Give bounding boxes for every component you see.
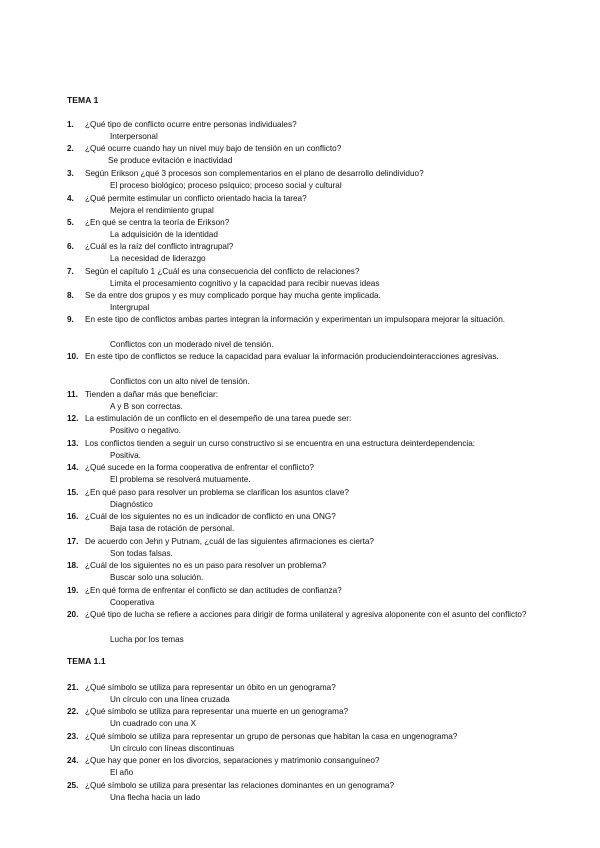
question-text: ¿Cuál de los siguientes no es un indicador de conflicto en una ONG? <box>85 512 336 521</box>
answer-text: Conflictos con un moderado nivel de tensión. <box>110 340 274 349</box>
question-number: 9. <box>67 315 74 324</box>
answer-text: Un círculo con líneas discontinuas <box>110 744 235 753</box>
question-number: 24. <box>67 756 79 765</box>
question-number: 11. <box>67 390 78 399</box>
question-number: 25. <box>67 781 79 790</box>
question-text: ¿Qué sucede en la forma cooperativa de enfrentar el conflicto? <box>85 463 314 472</box>
question-text: De acuerdo con Jehn y Putnam, ¿cuál de las siguientes afirmaciones es cierta? <box>85 537 374 546</box>
question-text: ¿En qué forma de enfrentar el conflicto se dan actitudes de confianza? <box>85 586 342 595</box>
question-number: 6. <box>67 242 74 251</box>
question-number: 20. <box>67 610 79 619</box>
answer-text: Positivo o negativo. <box>110 426 182 435</box>
question-number: 15. <box>67 488 79 497</box>
question-text: En este tipo de conflictos se reduce la capacidad para evaluar la información produciendointeracciones agresivas. <box>85 352 499 361</box>
question-text: La estimulación de un conflicto en el desempeño de una tarea puede ser: <box>85 414 352 423</box>
answer-text: Lucha por los temas <box>110 635 184 644</box>
question-text: Los conflictos tienden a seguir un curso constructivo si se encuentra en una estructura deinterdependencia: <box>85 439 476 448</box>
question-number: 4. <box>67 194 74 203</box>
question-text: Se da entre dos grupos y es muy complicado porque hay mucha gente implicada. <box>85 291 381 300</box>
question-number: 17. <box>67 537 79 546</box>
question-text: ¿Qué permite estimular un conflicto orientado hacia la tarea? <box>85 194 307 203</box>
answer-text: Positiva. <box>110 451 141 460</box>
question-text: ¿Que hay que poner en los divorcios, separaciones y matrimonio consanguíneo? <box>85 756 380 765</box>
question-text: ¿Qué tipo de lucha se refiere a acciones para dirigir de forma unilateral y agresiva aloponente con el asunto del conflicto? <box>85 610 527 619</box>
question-text: ¿Qué símbolo se utiliza para representar un grupo de personas que habitan la casa en ungenograma? <box>85 732 458 741</box>
question-number: 18. <box>67 561 79 570</box>
question-number: 10. <box>67 352 79 361</box>
question-number: 5. <box>67 218 74 227</box>
answer-text: Son todas falsas. <box>110 549 173 558</box>
question-text: ¿Qué símbolo se utiliza para representar una muerte en un genograma? <box>85 707 349 716</box>
answer-text: Una flecha hacia un lado <box>110 793 201 802</box>
question-number: 21. <box>67 683 79 692</box>
question-text: Según Erikson ¿qué 3 procesos son complementarios en el plano de desarrollo delindividuo? <box>85 169 424 178</box>
question-number: 16. <box>67 512 79 521</box>
question-number: 23. <box>67 732 79 741</box>
answer-text: Cooperativa <box>110 598 155 607</box>
answer-text: El problema se resolverá mutuamente. <box>110 475 251 484</box>
answer-text: Un círculo con una línea cruzada <box>110 695 230 704</box>
answer-text: Mejora el rendimiento grupal <box>110 206 214 215</box>
answer-text: Limita el procesamiento cognitivo y la capacidad para recibir nuevas ideas <box>110 279 380 288</box>
question-text: En este tipo de conflictos ambas partes integran la información y experimentan un impulsopara mejorar la situación. <box>85 315 506 324</box>
question-text: Tienden a dañar más que beneficiar: <box>85 390 219 399</box>
question-number: 22. <box>67 707 79 716</box>
answer-text: Conflictos con un alto nivel de tensión. <box>110 377 250 386</box>
question-text: ¿Cuál de los siguientes no es un paso para resolver un problema? <box>85 561 327 570</box>
answer-text: La necesidad de liderazgo <box>110 254 206 263</box>
question-number: 3. <box>67 169 74 178</box>
question-number: 19. <box>67 586 79 595</box>
question-text: ¿En qué paso para resolver un problema se clarifican los asuntos clave? <box>85 488 349 497</box>
question-number: 2. <box>67 144 74 153</box>
question-text: ¿Cuál es la raíz del conflicto intragrupal? <box>85 242 234 251</box>
question-number: 13. <box>67 439 79 448</box>
answer-text: Interpersonal <box>110 132 158 141</box>
question-text: ¿Qué ocurre cuando hay un nivel muy bajo de tensión en un conflicto? <box>85 144 342 153</box>
question-text: ¿En qué se centra la teoría de Erikson? <box>85 218 230 227</box>
answer-text: Intergrupal <box>110 303 150 312</box>
answer-text: La adquisición de la identidad <box>110 230 218 239</box>
section-heading: TEMA 1.1 <box>67 656 106 666</box>
answer-text: Baja tasa de rotación de personal. <box>110 524 235 533</box>
question-number: 12. <box>67 414 79 423</box>
question-text: ¿Qué símbolo se utiliza para representar un óbito en un genograma? <box>85 683 336 692</box>
section-heading: TEMA 1 <box>67 95 99 105</box>
answer-text: Diagnóstico <box>110 500 153 509</box>
answer-text: El año <box>110 768 134 777</box>
answer-text: A y B son correctas. <box>110 402 183 411</box>
question-text: ¿Qué símbolo se utiliza para presentar las relaciones dominantes en un genograma? <box>85 781 395 790</box>
answer-text: Un cuadrado con una X <box>110 719 197 728</box>
question-text: Según el capítulo 1 ¿Cuál es una consecuencia del conflicto de relaciones? <box>85 267 360 276</box>
question-number: 8. <box>67 291 74 300</box>
answer-text: Buscar solo una solución. <box>110 573 204 582</box>
question-text: ¿Qué tipo de conflicto ocurre entre personas individuales? <box>85 120 297 129</box>
question-number: 14. <box>67 463 79 472</box>
answer-text: El proceso biológico; proceso psíquico; proceso social y cultural <box>110 181 342 190</box>
answer-text: Se produce evitación e inactividad <box>108 156 233 165</box>
question-number: 1. <box>67 120 74 129</box>
question-number: 7. <box>67 267 74 276</box>
